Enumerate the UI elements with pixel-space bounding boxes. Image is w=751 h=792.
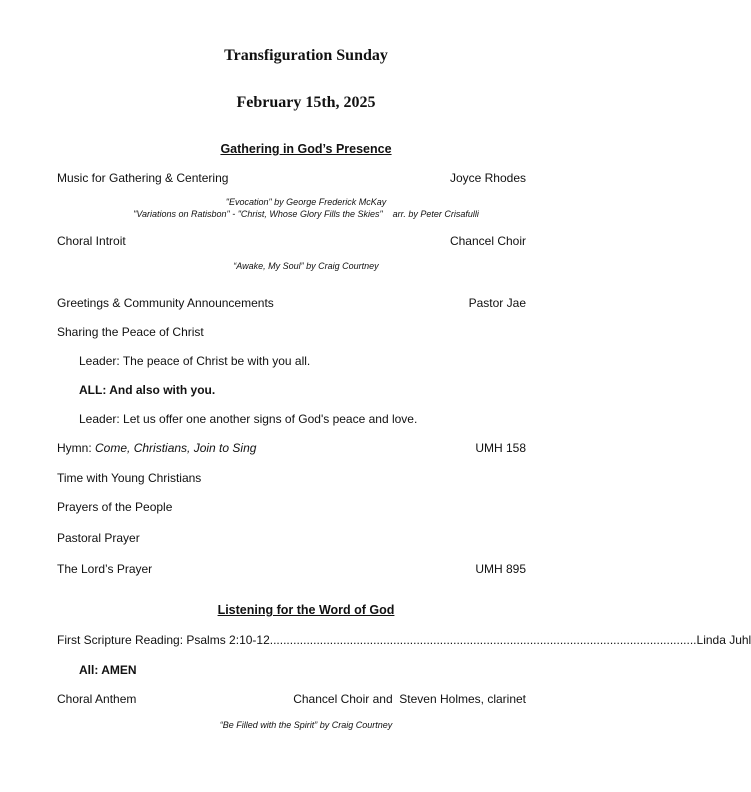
item-lords-prayer-label: The Lord’s Prayer — [57, 562, 153, 576]
item-music-gathering-label: Music for Gathering & Centering — [57, 171, 229, 185]
music-note-evocation: "Evocation" by George Frederick McKay — [225, 197, 387, 207]
first-reading-label: First Scripture Reading: Psalms 2:10-12 — [57, 633, 270, 647]
item-choral-anthem-label: Choral Anthem — [57, 692, 137, 706]
anthem-note: “Be Filled with the Spirit” by Craig Courtney — [219, 720, 393, 730]
introit-note: “Awake, My Soul” by Craig Courtney — [233, 261, 379, 271]
item-greetings-leader: Pastor Jae — [468, 296, 526, 310]
item-prayers-people: Prayers of the People — [57, 500, 173, 514]
liturgy-leader-line-2: Leader: Let us offer one another signs of God's peace and love. — [79, 412, 418, 426]
liturgy-all-response: ALL: And also with you. — [79, 383, 216, 397]
item-choral-introit-label: Choral Introit — [57, 234, 126, 248]
item-hymn — [57, 441, 256, 455]
item-young-christians: Time with Young Christians — [57, 471, 202, 485]
first-reading-reader: Linda Juhl — [696, 633, 751, 647]
music-note-ratisbon: "Variations on Ratisbon" - "Christ, Whose Glory Fills the Skies" arr. by Peter Crisafulli — [133, 209, 479, 219]
item-choral-introit-performer: Chancel Choir — [449, 234, 526, 248]
liturgy-all-amen: All: AMEN — [79, 663, 137, 677]
hymn-number: UMH 158 — [475, 441, 526, 455]
item-music-gathering-performer: Joyce Rhodes — [449, 171, 526, 185]
item-greetings-label: Greetings & Community Announcements — [57, 296, 274, 310]
liturgy-leader-line-1: Leader: The peace of Christ be with you all. — [79, 354, 311, 368]
section-heading-gathering: Gathering in God’s Presence — [220, 142, 392, 156]
item-pastoral-prayer: Pastoral Prayer — [57, 531, 140, 545]
section-heading-listening: Listening for the Word of God — [217, 603, 395, 617]
hymn-title: Come, Christians, Join to Sing — [95, 441, 257, 455]
first-reading-leader-dots: ................................................................................................................................ — [269, 633, 697, 647]
page-title: Transfiguration Sunday — [224, 47, 388, 64]
lords-prayer-number: UMH 895 — [475, 562, 526, 576]
hymn-prefix: Hymn: — [57, 441, 96, 455]
item-sharing-peace: Sharing the Peace of Christ — [57, 325, 204, 339]
item-first-reading — [57, 633, 751, 647]
item-choral-anthem-performers: Chancel Choir and Steven Holmes, clarinet — [293, 692, 526, 706]
service-date: February 15th, 2025 — [236, 94, 376, 111]
